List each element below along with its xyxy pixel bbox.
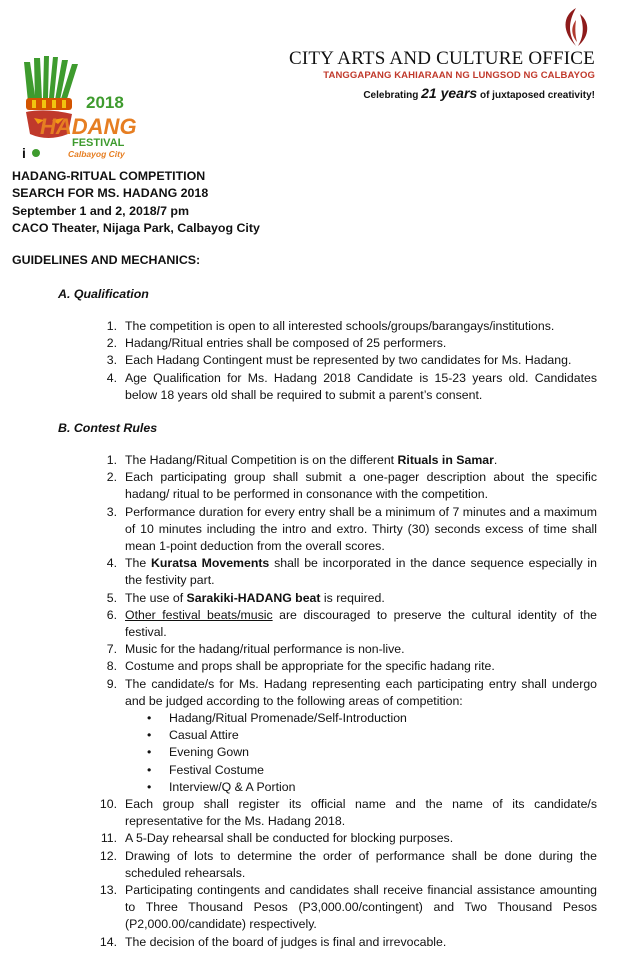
item-number: 14 . xyxy=(97,934,117,951)
item-text: The Hadang/Ritual Competition is on the different xyxy=(125,453,398,467)
list-item xyxy=(97,590,597,607)
tagline-pre: Celebrating xyxy=(363,90,422,101)
list-item xyxy=(97,469,597,503)
competition-area: • Interview/Q & A Portion xyxy=(143,779,597,796)
item-number: 4 . xyxy=(97,370,117,387)
item-number: 8 . xyxy=(97,658,117,675)
list-item xyxy=(97,504,597,556)
item-text: A 5-Day rehearsal shall be conducted for blocking purposes. xyxy=(125,831,454,846)
logo-year: 2018 xyxy=(86,93,124,112)
item-number: 3 . xyxy=(97,504,117,521)
item-text: Performance duration for every entry shall be a minimum of 7 minutes and a maximum of 10 minutes including the intro and extro. Thirty (30) seconds excess of time shall mean 1-point deduction from the overall scores. xyxy=(125,504,597,554)
item-bold-text: Rituals in Samar xyxy=(397,453,494,467)
tagline-post: of juxtaposed creativity! xyxy=(477,90,595,101)
item-number: 4 . xyxy=(97,555,117,572)
item-text: Age Qualification for Ms. Hadang 2018 Candidate is 15-23 years old. Candidates below 18 years old shall be required to submit a parent’s consent. xyxy=(125,370,597,402)
item-bold-text: Kuratsa Movements xyxy=(151,556,270,571)
event-line-1: HADANG-RITUAL COMPETITION xyxy=(12,169,206,183)
hadang-festival-logo xyxy=(12,50,152,162)
competition-area: • Evening Gown xyxy=(143,744,597,761)
item-text: The xyxy=(125,556,152,571)
item-number: 2 . xyxy=(97,335,117,352)
item-text: The candidate/s for Ms. Hadang representing each participating entry shall undergo and be judged according to the following areas of competition: xyxy=(125,676,597,708)
item-number: 7 . xyxy=(97,641,117,658)
item-underlined-text: Other festival beats/music xyxy=(125,607,273,622)
item-number: 13 . xyxy=(97,882,117,899)
list-item xyxy=(97,607,597,641)
list-item xyxy=(97,370,597,404)
event-title-block xyxy=(12,168,260,238)
item-number: 9 . xyxy=(97,676,117,693)
list-item xyxy=(97,882,597,934)
item-text: Hadang/Ritual entries shall be composed of 25 performers. xyxy=(125,336,447,351)
list-item xyxy=(97,934,597,951)
competition-area: • Festival Costume xyxy=(143,762,597,779)
item-number: 1 . xyxy=(97,452,117,469)
tagline xyxy=(363,85,595,101)
list-item xyxy=(97,318,597,335)
item-number: 5 . xyxy=(97,590,117,607)
item-text: The decision of the board of judges is final and irrevocable. xyxy=(125,934,447,949)
tagline-years: 21 years xyxy=(421,85,478,101)
item-text: The use of xyxy=(125,590,187,605)
event-line-2: SEARCH FOR MS. HADANG 2018 xyxy=(12,186,209,201)
competition-area: • Casual Attire xyxy=(143,727,597,744)
item-bold-text: Sarakiki-HADANG beat xyxy=(186,590,321,605)
logo-festival: FESTIVAL xyxy=(72,137,125,149)
caco-emblem-icon xyxy=(556,6,596,48)
event-line-4: CACO Theater, Nijaga Park, Calbayog City xyxy=(12,221,260,236)
section-a-heading: A. Qualification xyxy=(58,287,149,301)
logo-circle-icon xyxy=(32,149,40,157)
guidelines-heading: GUIDELINES AND MECHANICS: xyxy=(12,253,201,267)
logo-city: Calbayog City xyxy=(68,149,125,159)
item-text: Costume and props shall be appropriate for the specific hadang rite. xyxy=(125,659,495,674)
item-text: is required. xyxy=(320,590,385,605)
headdress-feathers-icon xyxy=(24,56,78,110)
item-text: Each participating group shall submit a one-pager description about the specific hadang/ ritual to be performed in consonance with the competition. xyxy=(125,470,597,502)
logo-name: HADANG xyxy=(40,114,137,139)
item-text: Each Hadang Contingent must be represented by two candidates for Ms. Hadang. xyxy=(125,353,572,368)
item-number: 2 . xyxy=(97,469,117,486)
list-item xyxy=(97,658,597,675)
item-text: Participating contingents and candidates shall receive financial assistance amounting to Three Thousand Pesos (P3,000.00/contingent) and Two Thousand Pesos (P2,000.00/candidate) respectively. xyxy=(125,883,597,932)
item-number: 1 . xyxy=(97,318,117,335)
item-text: are discouraged to preserve the cultural identity of the festival. xyxy=(125,607,597,640)
section-a-list xyxy=(97,318,597,404)
item-number: 12 . xyxy=(97,848,117,865)
item-text: Each group shall register its official name and the name of its candidate/s representative for the Ms. Hadang 2018. xyxy=(125,797,597,829)
item-text: shall be incorporated in the dance sequence especially in the festivity part. xyxy=(125,556,598,588)
list-item xyxy=(97,555,597,589)
office-title: CITY ARTS AND CULTURE OFFICE xyxy=(288,48,595,69)
list-item xyxy=(97,335,597,352)
list-item xyxy=(97,676,597,796)
item-number: 11 . xyxy=(97,830,117,847)
item-number: 6 . xyxy=(97,607,117,624)
section-b-list xyxy=(97,452,597,951)
item-number: 3 . xyxy=(97,352,117,369)
list-item xyxy=(97,830,597,847)
item-text: Drawing of lots to determine the order of performance shall be done during the scheduled rehearsals. xyxy=(125,848,597,880)
item-text: . xyxy=(493,453,498,467)
competition-areas-list xyxy=(125,710,597,796)
competition-area: • Hadang/Ritual Promenade/Self-Introduction xyxy=(143,710,597,727)
list-item xyxy=(97,452,597,469)
item-text: Music for the hadang/ritual performance is non-live. xyxy=(125,642,405,657)
list-item xyxy=(97,352,597,369)
list-item xyxy=(97,641,597,658)
list-item xyxy=(97,848,597,882)
list-item xyxy=(97,796,597,830)
office-subtitle: TANGGAPANG KAHIARAAN NG LUNGSOD NG CALBAYOG xyxy=(323,70,595,81)
section-b-heading: B. Contest Rules xyxy=(58,421,158,435)
event-line-3: September 1 and 2, 2018/7 pm xyxy=(12,203,189,218)
item-number: 10 . xyxy=(97,796,117,813)
logo-marker: i xyxy=(22,145,26,161)
item-text: The competition is open to all interested schools/groups/barangays/institutions. xyxy=(125,319,555,333)
